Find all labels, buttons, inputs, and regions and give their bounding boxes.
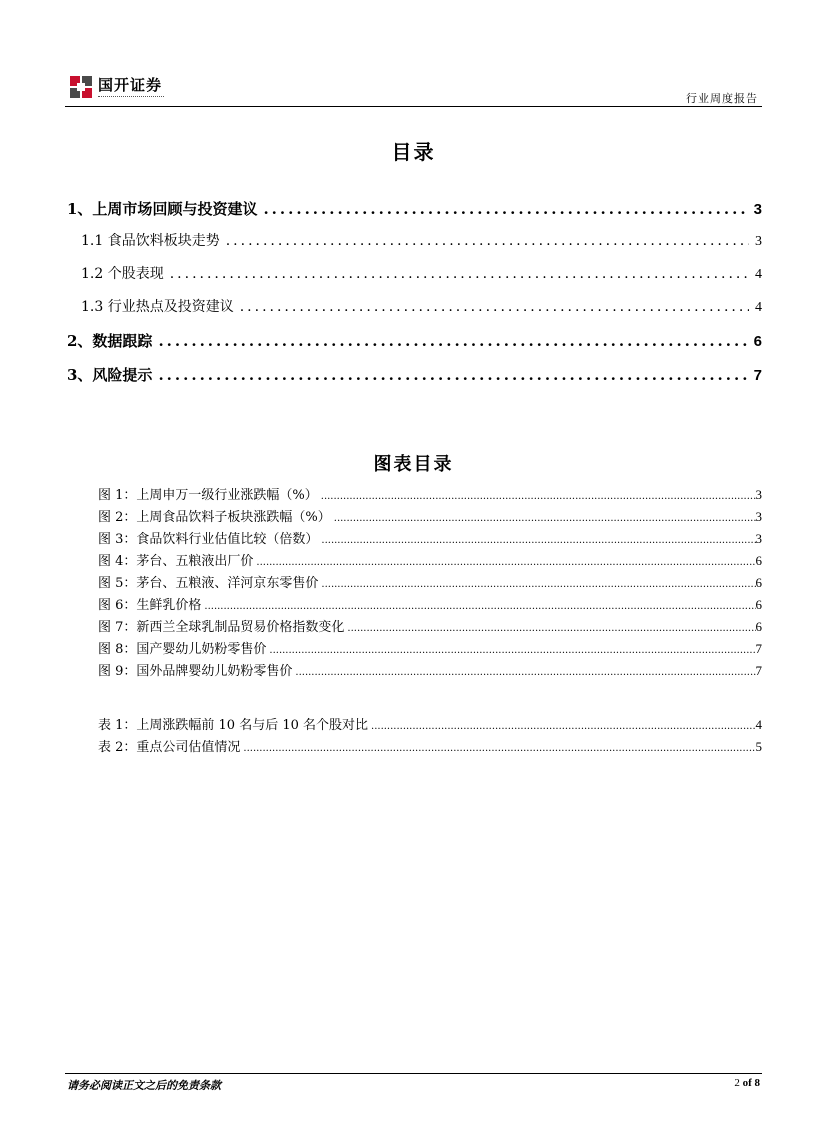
toc-item-page: 4 — [755, 267, 762, 282]
toc-leader — [170, 266, 749, 282]
table-entry-page: 4 — [755, 717, 762, 732]
figure-leader — [321, 491, 756, 502]
toc-leader — [158, 366, 747, 384]
figure-entry-page: 6 — [755, 553, 762, 568]
toc-item-page: 6 — [753, 333, 762, 350]
page-header — [70, 76, 762, 106]
toc-title: 目录 — [391, 140, 436, 164]
toc-leader — [226, 233, 749, 249]
page-of-label: of — [742, 1077, 752, 1089]
footer-disclaimer: 请务必阅读正文之后的免责条款 — [67, 1079, 221, 1092]
figure-entry-label: 图 9：国外品牌婴幼儿奶粉零售价 — [98, 664, 293, 679]
figure-entry[interactable] — [98, 594, 762, 614]
figure-leader — [204, 601, 755, 612]
table-entry-label: 表 2：重点公司估值情况 — [98, 740, 241, 755]
figure-leader — [295, 667, 755, 678]
figure-entry-page: 6 — [755, 597, 762, 612]
company-logo — [70, 76, 164, 102]
figure-entry[interactable] — [98, 572, 762, 592]
figure-entry-label: 图 4：茅台、五粮液出厂价 — [98, 554, 254, 569]
figure-entry[interactable] — [98, 616, 762, 636]
figure-entry-page: 7 — [755, 641, 762, 656]
toc-item[interactable] — [67, 296, 762, 320]
table-entry[interactable] — [98, 736, 762, 756]
figure-leader — [334, 513, 756, 524]
table-leader — [371, 721, 755, 732]
toc-item-label: 1.1 食品饮料板块走势 — [81, 233, 220, 249]
toc-item[interactable] — [67, 330, 762, 354]
table-entry[interactable] — [98, 714, 762, 734]
page-number — [734, 1077, 760, 1089]
figure-leader — [256, 557, 755, 568]
figure-entry-page: 3 — [755, 509, 762, 524]
page-current: 2 — [734, 1077, 740, 1089]
figure-entry[interactable] — [98, 638, 762, 658]
figure-entry-label: 图 5：茅台、五粮液、洋河京东零售价 — [98, 576, 319, 591]
figure-leader — [347, 623, 755, 634]
figure-entry-page: 3 — [755, 531, 762, 546]
page-total: 8 — [754, 1077, 760, 1089]
toc-item[interactable] — [67, 198, 762, 222]
figure-leader — [269, 645, 755, 656]
figure-entry-label: 图 6：生鲜乳价格 — [98, 598, 202, 613]
toc-item-page: 4 — [755, 300, 762, 315]
figure-list-title: 图表目录 — [373, 454, 454, 475]
toc-leader — [263, 200, 747, 218]
table-leader — [243, 743, 755, 754]
toc-item-label: 3、风险提示 — [67, 366, 153, 384]
toc-item-page: 3 — [755, 234, 762, 249]
toc-item-label: 1.3 行业热点及投资建议 — [81, 299, 234, 315]
figure-entry[interactable] — [98, 660, 762, 680]
figure-entry-page: 6 — [755, 575, 762, 590]
figure-entry[interactable] — [98, 506, 762, 526]
toc-item-label: 1、上周市场回顾与投资建议 — [67, 200, 258, 218]
figure-entry-label: 图 8：国产婴幼儿奶粉零售价 — [98, 642, 267, 657]
toc-item-label: 2、数据跟踪 — [67, 332, 153, 350]
figure-entry-page: 7 — [755, 663, 762, 678]
figure-entry[interactable] — [98, 484, 762, 504]
toc-item[interactable] — [67, 263, 762, 287]
toc-item-page: 7 — [753, 367, 762, 384]
footer-divider — [65, 1073, 762, 1074]
figure-entry-label: 图 3：食品饮料行业估值比较（倍数） — [98, 532, 319, 547]
figure-entry-label: 图 1：上周申万一级行业涨跌幅（%） — [98, 488, 318, 503]
figure-entry-label: 图 2：上周食品饮料子板块涨跌幅（%） — [98, 510, 331, 525]
figure-entry-label: 图 7：新西兰全球乳制品贸易价格指数变化 — [98, 620, 345, 635]
logo-text: 国开证券 — [98, 76, 163, 94]
figure-leader — [321, 579, 755, 590]
toc-leader — [240, 299, 749, 315]
figure-entry-page: 3 — [755, 487, 762, 502]
toc-leader — [158, 332, 747, 350]
figure-entry[interactable] — [98, 528, 762, 548]
logo-subline — [98, 96, 164, 100]
header-divider — [65, 106, 762, 107]
figure-entry-page: 6 — [755, 619, 762, 634]
toc-item-label: 1.2 个股表现 — [81, 266, 164, 282]
figure-entry[interactable] — [98, 550, 762, 570]
table-entry-page: 5 — [755, 739, 762, 754]
figure-leader — [321, 535, 755, 546]
report-type: 行业周度报告 — [686, 92, 758, 105]
toc-item-page: 3 — [753, 201, 762, 218]
table-entry-label: 表 1：上周涨跌幅前 10 名与后 10 名个股对比 — [98, 718, 369, 733]
logo-mark-icon — [70, 76, 92, 98]
toc-item[interactable] — [67, 230, 762, 254]
toc-item[interactable] — [67, 364, 762, 388]
